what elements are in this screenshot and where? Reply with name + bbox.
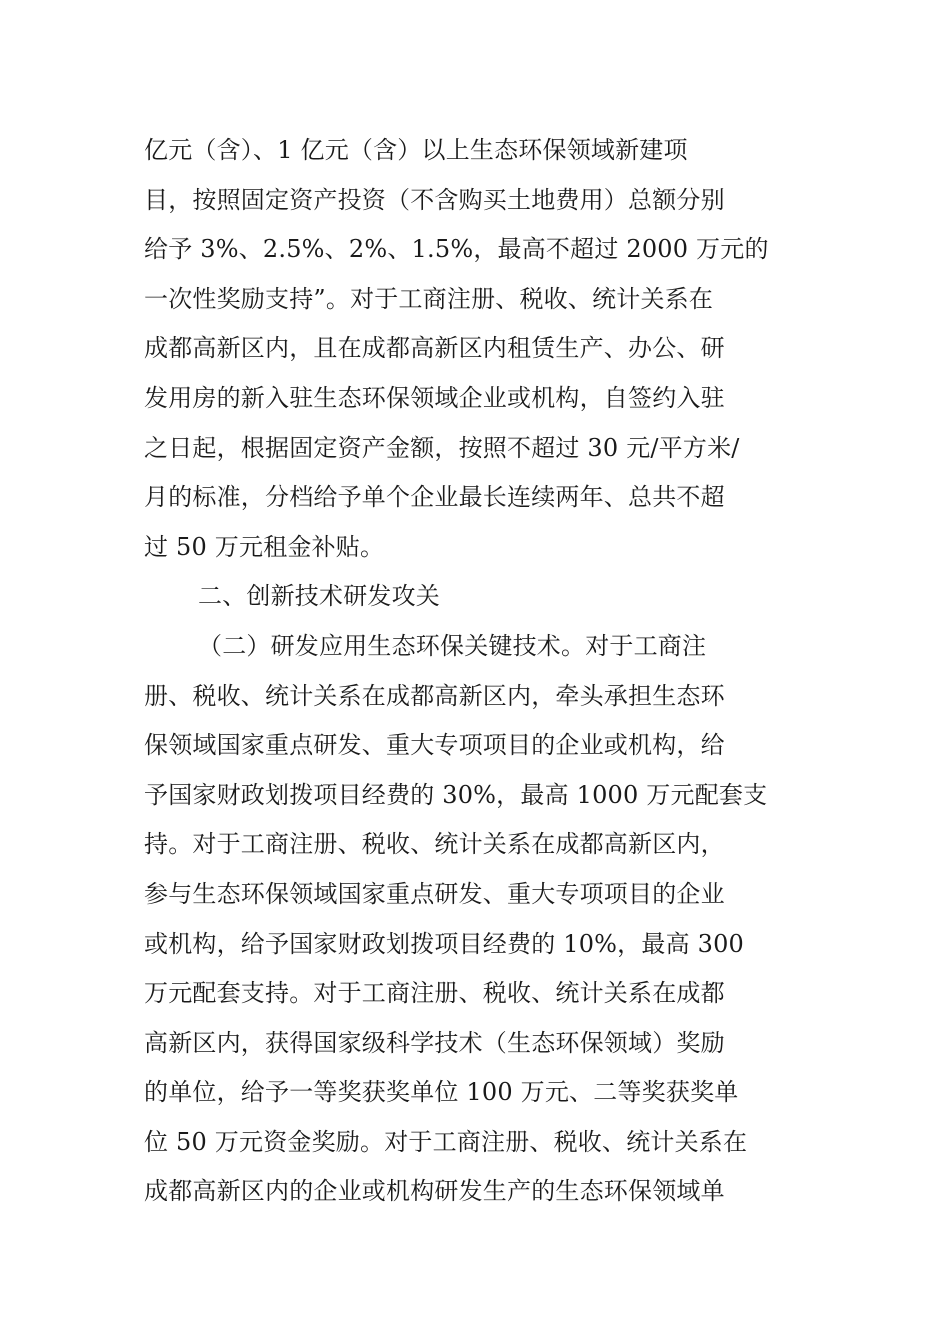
text-line: 成都高新区内，且在成都高新区内租赁生产、办公、研 [144, 334, 725, 363]
text-line: 给予 3%、2.5%、2%、1.5%，最高不超过 2000 万元的 [144, 235, 769, 264]
section-heading: 二、创新技术研发攻关 [198, 582, 440, 611]
text-line: 持。对于工商注册、税收、统计关系在成都高新区内， [144, 830, 725, 859]
text-line: 一次性奖励支持”。对于工商注册、税收、统计关系在 [144, 284, 714, 313]
text-line: 成都高新区内的企业或机构研发生产的生态环保领域单 [144, 1177, 725, 1206]
text-line: （二）研发应用生态环保关键技术。对于工商注 [198, 631, 707, 660]
text-line: 保领域国家重点研发、重大专项项目的企业或机构，给 [144, 731, 725, 760]
text-line: 月的标准，分档给予单个企业最长连续两年、总共不超 [144, 483, 725, 512]
text-line: 册、税收、统计关系在成都高新区内，牵头承担生态环 [144, 681, 725, 710]
text-line: 的单位，给予一等奖获奖单位 100 万元、二等奖获奖单 [144, 1078, 739, 1107]
text-line: 亿元（含）、1 亿元（含）以上生态环保领域新建项 [144, 136, 688, 164]
text-line: 之日起，根据固定资产金额，按照不超过 30 元/平方米/ [144, 433, 740, 462]
text-line: 或机构，给予国家财政划拨项目经费的 10%，最高 300 [144, 929, 745, 958]
text-line: 万元配套支持。对于工商注册、税收、统计关系在成都 [144, 979, 725, 1008]
text-line: 予国家财政划拨项目经费的 30%，最高 1000 万元配套支 [144, 780, 768, 809]
text-line: 发用房的新入驻生态环保领域企业或机构，自签约入驻 [144, 383, 725, 412]
text-line: 高新区内，获得国家级科学技术（生态环保领域）奖励 [144, 1028, 725, 1057]
document-page [144, 126, 814, 1217]
text-line: 目，按照固定资产投资（不含购买土地费用）总额分别 [144, 185, 725, 214]
text-line: 参与生态环保领域国家重点研发、重大专项项目的企业 [144, 879, 725, 908]
text-line: 位 50 万元资金奖励。对于工商注册、税收、统计关系在 [144, 1127, 748, 1156]
text-line: 过 50 万元租金补贴。 [144, 532, 385, 561]
